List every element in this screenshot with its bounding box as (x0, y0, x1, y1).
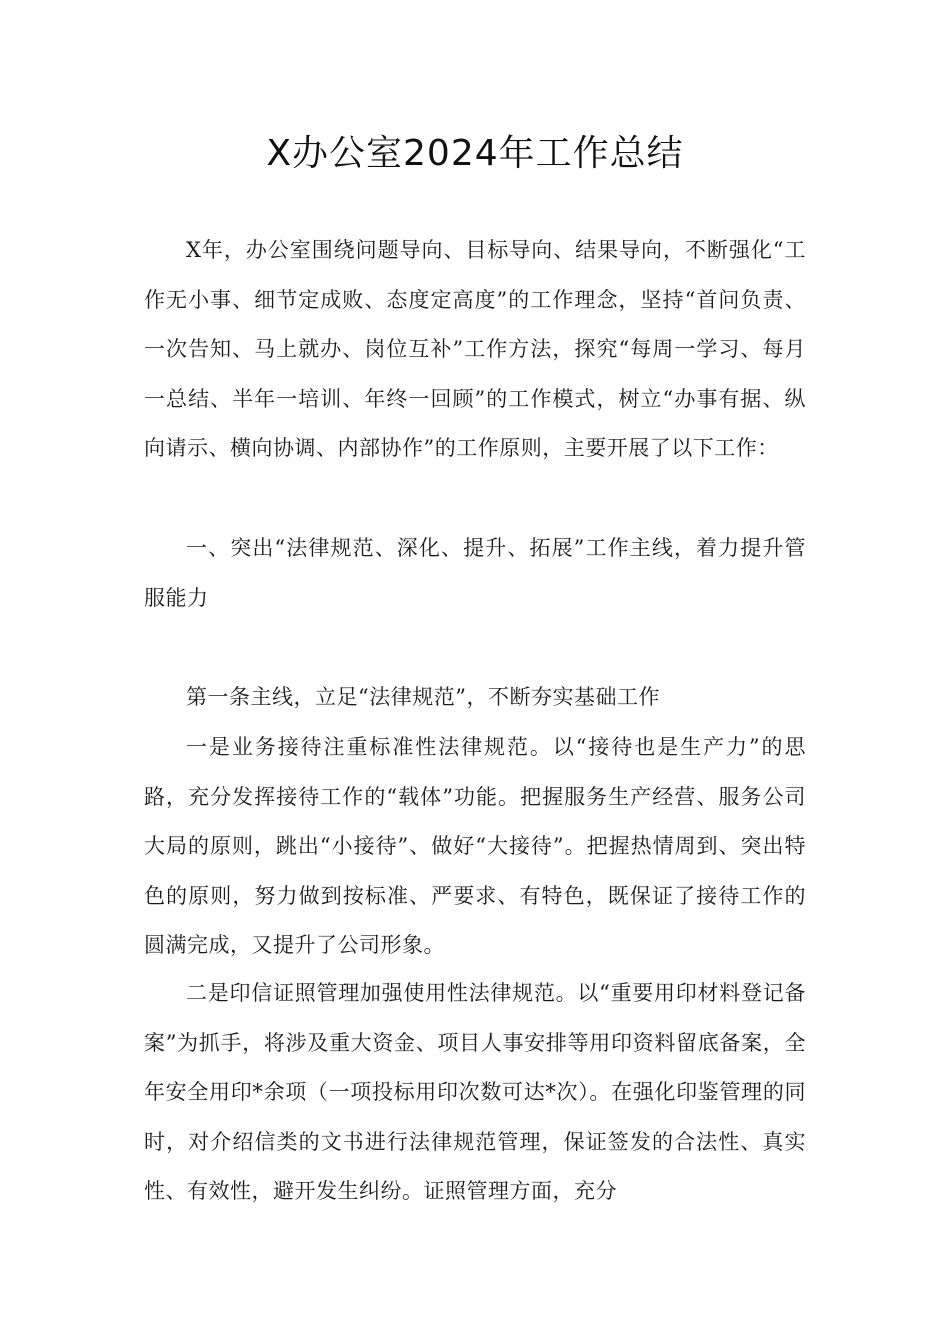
mainline-1-paragraph: 第一条主线，立足“法律规范”，不断夯实基础工作 (186, 685, 660, 709)
intro-paragraph: X年，办公室围绕问题导向、目标导向、结果导向，不断强化“工作无小事、细节定成败、态度定高度”的工作理念，坚持“首问负责、一次告知、马上就办、岗位互补”工作方法，探究“每周一学习、每月一总结、半年一培训、年终一回顾”的工作模式，树立“办事有据、纵向请示、横向协调、内部协作”的工作原则，主要开展了以下工作： (144, 238, 806, 460)
item-1-paragraph: 一是业务接待注重标准性法律规范。以“接待也是生产力”的思路，充分发挥接待工作的“载体”功能。把握服务生产经营、服务公司大局的原则，跳出“小接待”、做好“大接待”。把握热情周到、突出特色的原则，努力做到按标准、严要求、有特色，既保证了接待工作的圆满完成，又提升了公司形象。 (144, 735, 806, 957)
section-heading-1: 一、突出“法律规范、深化、提升、拓展”工作主线，着力提升管服能力 (144, 536, 806, 610)
document-title: X办公室2024年工作总结 (266, 133, 684, 174)
item-2-paragraph: 二是印信证照管理加强使用性法律规范。以“重要用印材料登记备案”为抓手，将涉及重大资金、项目人事安排等用印资料留底备案，全年安全用印*余项（一项投标用印次数可达*次）。在强化印鉴管理的同时，对介绍信类的文书进行法律规范管理，保证签发的合法性、真实性、有效性，避开发生纠纷。证照管理方面，充分 (144, 981, 806, 1203)
